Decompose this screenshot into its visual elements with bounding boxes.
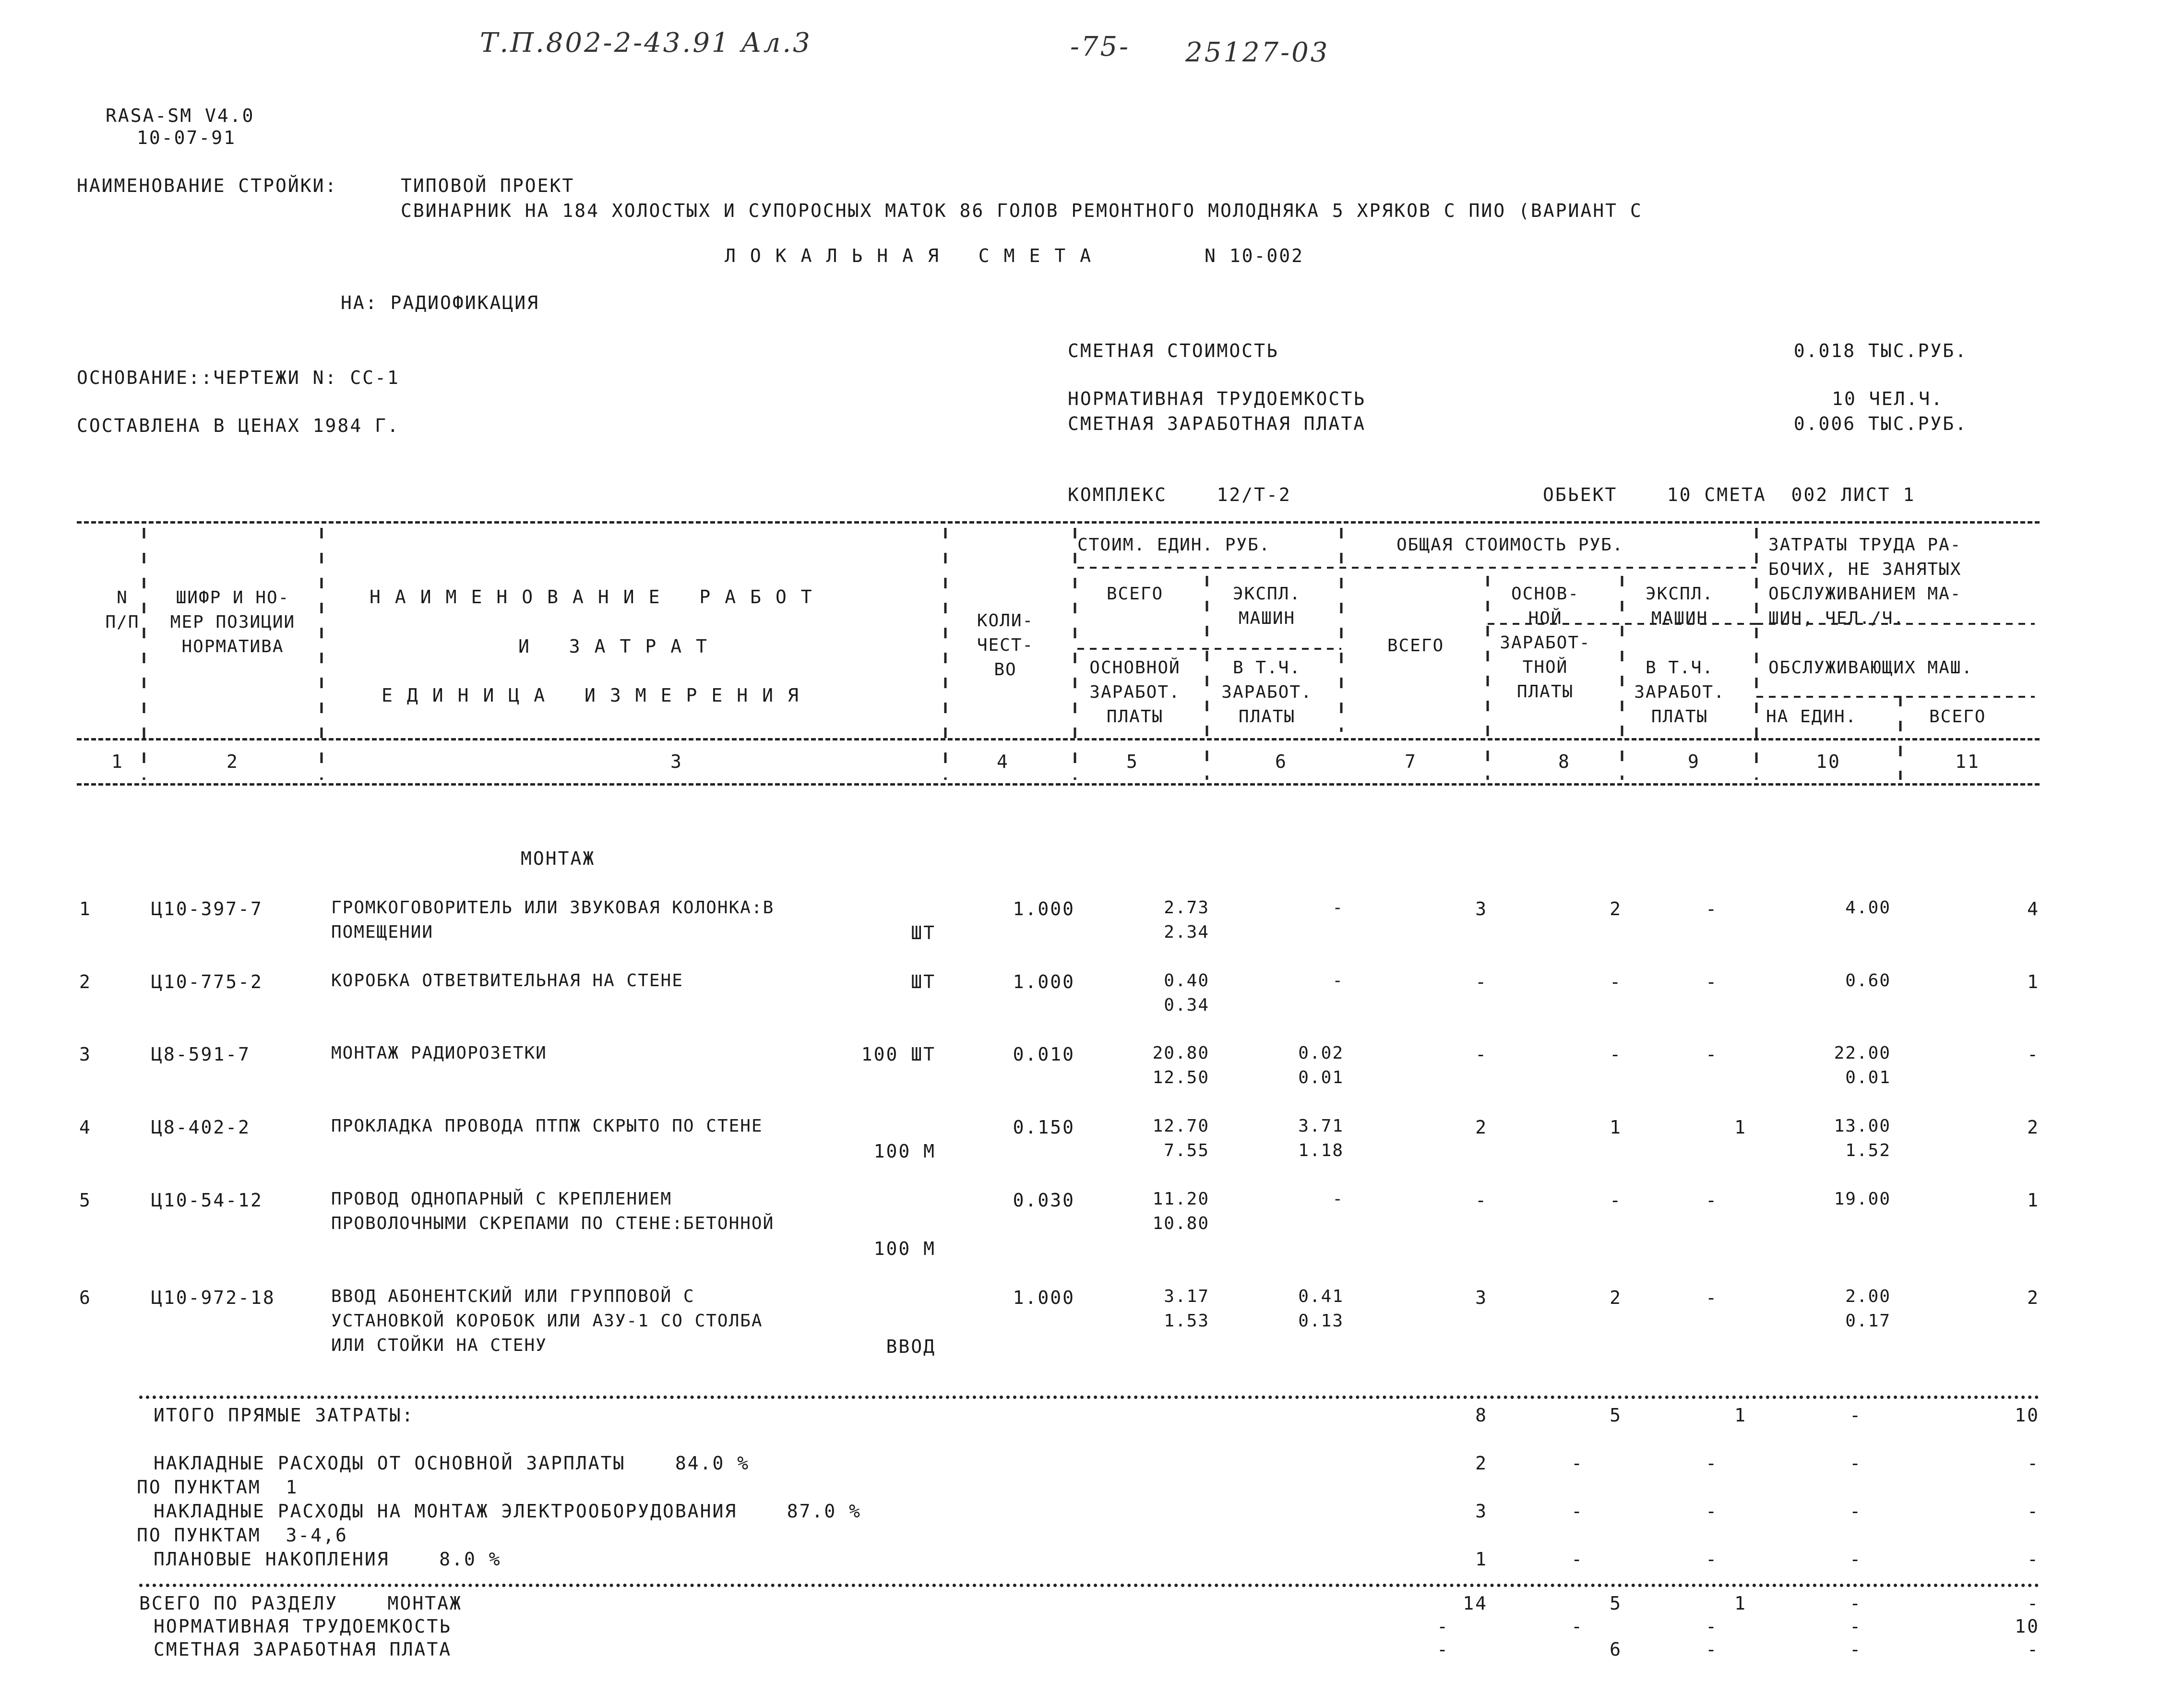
overhead-wage-labor-total: - bbox=[2027, 1453, 2040, 1474]
handwritten-document-number: 25127-03 bbox=[1185, 37, 1330, 68]
col-head-unit-wage: ОСНОВНОЙ ЗАРАБОТ. ПЛАТЫ bbox=[1089, 658, 1181, 727]
col-number-8: 8 bbox=[1558, 751, 1571, 772]
col-head-quantity: КОЛИ- ЧЕСТ- ВО bbox=[977, 611, 1034, 680]
labor-value: 10 ЧЕЛ.Ч. bbox=[1832, 388, 1944, 409]
row-labor-per-unit: 4.00 bbox=[1845, 898, 1891, 918]
construction-label: НАИМЕНОВАНИЕ СТРОЙКИ: bbox=[77, 175, 338, 196]
col-number-7: 7 bbox=[1405, 751, 1417, 772]
estimate-title: ЛОКАЛЬНАЯ СМЕТА bbox=[725, 245, 1106, 266]
group-head-total-cost: ОБЩАЯ СТОИМОСТЬ РУБ. bbox=[1396, 535, 1624, 555]
row-unit: 100 М bbox=[873, 1141, 936, 1162]
col-head-unit-machines: ЭКСПЛ. МАШИН bbox=[1232, 584, 1301, 628]
overhead-electrical-label: НАКЛАДНЫЕ РАСХОДЫ НА МОНТАЖ ЭЛЕКТРООБОРУДОВАНИЯ 87.0 % bbox=[154, 1501, 862, 1522]
row-total-machines: 1 bbox=[1734, 1117, 1747, 1138]
overhead-electrical-total: 3 bbox=[1475, 1501, 1488, 1522]
row-total: - bbox=[1475, 1044, 1488, 1065]
section-total-wage: 5 bbox=[1610, 1593, 1622, 1614]
wage-value: 0.006 ТЫС.РУБ. bbox=[1793, 413, 1968, 434]
overhead-wage-label: НАКЛАДНЫЕ РАСХОДЫ ОТ ОСНОВНОЙ ЗАРПЛАТЫ 84.0 % bbox=[154, 1453, 750, 1474]
row-labor-total: 4 bbox=[2027, 898, 2040, 919]
section-total-labor-total: - bbox=[2027, 1593, 2040, 1614]
col-head-total: ВСЕГО bbox=[1387, 636, 1444, 656]
direct-costs-label: ИТОГО ПРЯМЫЕ ЗАТРАТЫ: bbox=[154, 1405, 415, 1426]
row-total: - bbox=[1475, 1190, 1488, 1211]
overhead-electrical-labor-total: - bbox=[2027, 1501, 2040, 1522]
row-unit-cost: 20.80 12.50 bbox=[1152, 1043, 1209, 1087]
section-total-rule bbox=[139, 1584, 2040, 1587]
row-unit-machines: 0.41 0.13 bbox=[1298, 1287, 1344, 1331]
overhead-wage-wage: - bbox=[1571, 1453, 1584, 1474]
section-wage-labor-unit: - bbox=[1850, 1639, 1862, 1660]
program-date: 10-07-91 bbox=[137, 127, 237, 148]
col-head-total-machine-wage: В Т.Ч. ЗАРАБОТ. ПЛАТЫ bbox=[1634, 658, 1725, 727]
row-total-wage: - bbox=[1610, 1044, 1622, 1065]
row-labor-per-unit: 0.60 bbox=[1845, 971, 1891, 991]
row-unit-machines: 3.71 1.18 bbox=[1298, 1116, 1344, 1160]
row-name: МОНТАЖ РАДИОРОЗЕТКИ bbox=[331, 1043, 547, 1063]
row-number: 3 bbox=[79, 1044, 92, 1065]
col-number-1: 1 bbox=[111, 751, 124, 772]
row-total-machines: - bbox=[1706, 1190, 1718, 1211]
labor-label: НОРМАТИВНАЯ ТРУДОЕМКОСТЬ bbox=[1068, 388, 1366, 409]
row-name: КОРОБКА ОТВЕТВИТЕЛЬНАЯ НА СТЕНЕ bbox=[331, 971, 683, 991]
group-head-labor: ЗАТРАТЫ ТРУДА РА- БОЧИХ, НЕ ЗАНЯТЫХ ОБСЛУЖИВАНИЕМ МА- ШИН, ЧЕЛ./Ч. bbox=[1768, 535, 1962, 628]
row-total-wage: - bbox=[1610, 971, 1622, 992]
row-unit-cost: 0.40 0.34 bbox=[1164, 971, 1209, 1015]
col-head-unit: ЕДИНИЦА ИЗМЕРЕНИЯ bbox=[382, 685, 813, 706]
planned-savings-total: 1 bbox=[1475, 1549, 1488, 1570]
row-number: 5 bbox=[79, 1190, 92, 1211]
section-wage-wage: 6 bbox=[1610, 1639, 1622, 1660]
row-code: Ц8-591-7 bbox=[151, 1044, 251, 1065]
row-unit-machines: 0.02 0.01 bbox=[1298, 1043, 1344, 1087]
col-number-5: 5 bbox=[1126, 751, 1139, 772]
basis-drawings: ОСНОВАНИЕ::ЧЕРТЕЖИ N: СС-1 bbox=[77, 367, 400, 388]
row-total: - bbox=[1475, 971, 1488, 992]
row-labor-total: - bbox=[2027, 1044, 2040, 1065]
row-quantity: 1.000 bbox=[1013, 1287, 1075, 1308]
section-wage-machines: - bbox=[1706, 1639, 1718, 1660]
section-labor-machines: - bbox=[1706, 1616, 1718, 1637]
row-quantity: 0.030 bbox=[1013, 1190, 1075, 1211]
col-number-10: 10 bbox=[1816, 751, 1841, 772]
row-total-wage: 1 bbox=[1610, 1117, 1622, 1138]
row-total-machines: - bbox=[1706, 971, 1718, 992]
section-labor-total: - bbox=[1437, 1616, 1449, 1637]
direct-machines: 1 bbox=[1734, 1405, 1747, 1426]
row-quantity: 0.010 bbox=[1013, 1044, 1075, 1065]
row-unit: ШТ bbox=[911, 922, 936, 943]
section-labor-wage: - bbox=[1571, 1616, 1584, 1637]
overhead-electrical-items: ПО ПУНКТАМ 3-4,6 bbox=[137, 1525, 348, 1546]
section-title: МОНТАЖ bbox=[521, 848, 596, 869]
col-number-2: 2 bbox=[227, 751, 239, 772]
overhead-electrical-machines: - bbox=[1706, 1501, 1718, 1522]
row-total-machines: - bbox=[1706, 898, 1718, 919]
row-labor-total: 2 bbox=[2027, 1117, 2040, 1138]
row-total-wage: 2 bbox=[1610, 1287, 1622, 1308]
col-number-4: 4 bbox=[997, 751, 1009, 772]
row-total: 3 bbox=[1475, 1287, 1488, 1308]
section-labor-labor-total: 10 bbox=[2015, 1616, 2040, 1637]
construction-name-line2: СВИНАРНИК НА 184 ХОЛОСТЫХ И СУПОРОСНЫХ МАТОК 86 ГОЛОВ РЕМОНТНОГО МОЛОДНЯКА 5 ХРЯКОВ С ПИО (ВАРИАНТ С bbox=[401, 200, 1643, 221]
object-sheet: ОБЬЕКТ 10 СМЕТА 002 ЛИСТ 1 bbox=[1543, 484, 1916, 505]
row-quantity: 1.000 bbox=[1013, 971, 1075, 992]
planned-savings-labor-total: - bbox=[2027, 1549, 2040, 1570]
row-code: Ц10-397-7 bbox=[151, 898, 263, 919]
construction-name-line1: ТИПОВОЙ ПРОЕКТ bbox=[401, 175, 575, 196]
handwritten-page-number: -75- bbox=[1070, 31, 1131, 62]
col-head-number: N П/П bbox=[105, 588, 140, 632]
col-head-total-machines: ЭКСПЛ. МАШИН bbox=[1645, 584, 1714, 628]
row-unit: 100 ШТ bbox=[861, 1044, 936, 1065]
planned-savings-label: ПЛАНОВЫЕ НАКОПЛЕНИЯ 8.0 % bbox=[154, 1549, 501, 1570]
overhead-wage-labor-unit: - bbox=[1850, 1453, 1862, 1474]
row-labor-total: 1 bbox=[2027, 1190, 2040, 1211]
row-unit: 100 М bbox=[873, 1238, 936, 1259]
row-quantity: 1.000 bbox=[1013, 898, 1075, 919]
col-number-6: 6 bbox=[1275, 751, 1288, 772]
row-name: ПРОКЛАДКА ПРОВОДА ПТПЖ СКРЫТО ПО СТЕНЕ bbox=[331, 1116, 763, 1136]
section-total-label: ВСЕГО ПО РАЗДЕЛУ МОНТАЖ bbox=[139, 1593, 462, 1614]
row-number: 2 bbox=[79, 971, 92, 992]
row-code: Ц10-972-18 bbox=[151, 1287, 275, 1308]
row-total: 3 bbox=[1475, 898, 1488, 919]
col-number-9: 9 bbox=[1688, 751, 1700, 772]
section-labor-label: НОРМАТИВНАЯ ТРУДОЕМКОСТЬ bbox=[154, 1616, 452, 1637]
row-code: Ц10-775-2 bbox=[151, 971, 263, 992]
row-unit-machines: - bbox=[1332, 898, 1344, 918]
row-name: ПРОВОД ОДНОПАРНЫЙ С КРЕПЛЕНИЕМ ПРОВОЛОЧНЫМИ СКРЕПАМИ ПО СТЕНЕ:БЕТОННОЙ bbox=[331, 1189, 775, 1233]
row-quantity: 0.150 bbox=[1013, 1117, 1075, 1138]
col-head-name-line2: И ЗАТРАТ bbox=[518, 636, 722, 657]
row-code: Ц8-402-2 bbox=[151, 1117, 251, 1138]
prices-year: СОСТАВЛЕНА В ЦЕНАХ 1984 Г. bbox=[77, 415, 400, 436]
row-unit-machines: - bbox=[1332, 971, 1344, 991]
col-number-11: 11 bbox=[1955, 751, 1980, 772]
section-total-labor-unit: - bbox=[1850, 1593, 1862, 1614]
planned-savings-machines: - bbox=[1706, 1549, 1718, 1570]
row-name: ВВОД АБОНЕНТСКИЙ ИЛИ ГРУППОВОЙ С УСТАНОВКОЙ КОРОБОК ИЛИ АЗУ-1 СО СТОЛБА ИЛИ СТОЙКИ НА СТЕНУ bbox=[331, 1287, 763, 1355]
direct-labor-unit: - bbox=[1850, 1405, 1862, 1426]
section-wage-total: - bbox=[1437, 1639, 1449, 1660]
col-head-total-wage: ОСНОВ- НОЙ ЗАРАБОТ- ТНОЙ ПЛАТЫ bbox=[1500, 584, 1591, 702]
planned-savings-labor-unit: - bbox=[1850, 1549, 1862, 1570]
col-number-3: 3 bbox=[670, 751, 683, 772]
program-name: RASA-SM V4.0 bbox=[106, 105, 255, 126]
row-number: 1 bbox=[79, 898, 92, 919]
section-total-sum: 14 bbox=[1463, 1593, 1488, 1614]
cost-value: 0.018 ТЫС.РУБ. bbox=[1793, 340, 1968, 361]
row-unit: ВВОД bbox=[886, 1336, 936, 1357]
overhead-electrical-wage: - bbox=[1571, 1501, 1584, 1522]
col-head-labor-total: ВСЕГО bbox=[1929, 707, 1986, 727]
estimate-number: N 10-002 bbox=[1205, 245, 1304, 266]
direct-total: 8 bbox=[1475, 1405, 1488, 1426]
col-head-unit-total: ВСЕГО bbox=[1106, 584, 1164, 604]
row-unit-cost: 3.17 1.53 bbox=[1164, 1287, 1209, 1331]
header-column-separators bbox=[0, 0, 2184, 787]
planned-savings-wage: - bbox=[1571, 1549, 1584, 1570]
col-head-code: ШИФР И НО- МЕР ПОЗИЦИИ НОРМАТИВА bbox=[170, 588, 296, 656]
row-unit: ШТ bbox=[911, 971, 936, 992]
complex-code: КОМПЛЕКС 12/Т-2 bbox=[1068, 484, 1291, 505]
section-wage-label: СМЕТНАЯ ЗАРАБОТНАЯ ПЛАТА bbox=[154, 1639, 452, 1660]
group-head-labor-machines: ОБСЛУЖИВАЮЩИХ МАШ. bbox=[1768, 658, 1973, 678]
group-head-unit-cost: СТОИМ. ЕДИН. РУБ. bbox=[1077, 535, 1271, 555]
row-name: ГРОМКОГОВОРИТЕЛЬ ИЛИ ЗВУКОВАЯ КОЛОНКА:В ПОМЕЩЕНИИ bbox=[331, 898, 775, 942]
overhead-wage-total: 2 bbox=[1475, 1453, 1488, 1474]
row-labor-per-unit: 19.00 bbox=[1834, 1189, 1891, 1209]
row-code: Ц10-54-12 bbox=[151, 1190, 263, 1211]
col-head-unit-machine-wage: В Т.Ч. ЗАРАБОТ. ПЛАТЫ bbox=[1221, 658, 1313, 727]
section-labor-labor-unit: - bbox=[1850, 1616, 1862, 1637]
row-unit-cost: 2.73 2.34 bbox=[1164, 898, 1209, 942]
wage-label: СМЕТНАЯ ЗАРАБОТНАЯ ПЛАТА bbox=[1068, 413, 1366, 434]
row-labor-total: 1 bbox=[2027, 971, 2040, 992]
totals-top-rule bbox=[139, 1396, 2040, 1399]
row-labor-per-unit: 22.00 0.01 bbox=[1834, 1043, 1891, 1087]
overhead-wage-items: ПО ПУНКТАМ 1 bbox=[137, 1477, 298, 1498]
row-total-wage: - bbox=[1610, 1190, 1622, 1211]
row-labor-total: 2 bbox=[2027, 1287, 2040, 1308]
row-labor-per-unit: 2.00 0.17 bbox=[1845, 1287, 1891, 1331]
direct-labor-total: 10 bbox=[2015, 1405, 2040, 1426]
direct-wage: 5 bbox=[1610, 1405, 1622, 1426]
col-head-per-unit: НА ЕДИН. bbox=[1766, 707, 1857, 727]
row-number: 4 bbox=[79, 1117, 92, 1138]
row-number: 6 bbox=[79, 1287, 92, 1308]
row-total-machines: - bbox=[1706, 1287, 1718, 1308]
row-labor-per-unit: 13.00 1.52 bbox=[1834, 1116, 1891, 1160]
overhead-wage-machines: - bbox=[1706, 1453, 1718, 1474]
row-total-machines: - bbox=[1706, 1044, 1718, 1065]
handwritten-project-note: Т.П.802-2-43.91 Ал.3 bbox=[480, 27, 812, 59]
row-unit-machines: - bbox=[1332, 1189, 1344, 1209]
row-total: 2 bbox=[1475, 1117, 1488, 1138]
overhead-electrical-labor-unit: - bbox=[1850, 1501, 1862, 1522]
estimate-for: НА: РАДИОФИКАЦИЯ bbox=[341, 292, 540, 313]
row-unit-cost: 11.20 10.80 bbox=[1152, 1189, 1209, 1233]
section-wage-labor-total: - bbox=[2027, 1639, 2040, 1660]
col-head-name-line1: НАИМЕНОВАНИЕ РАБОТ bbox=[370, 586, 826, 608]
row-unit-cost: 12.70 7.55 bbox=[1152, 1116, 1209, 1160]
row-total-wage: 2 bbox=[1610, 898, 1622, 919]
section-total-machines: 1 bbox=[1734, 1593, 1747, 1614]
cost-label: СМЕТНАЯ СТОИМОСТЬ bbox=[1068, 340, 1279, 361]
